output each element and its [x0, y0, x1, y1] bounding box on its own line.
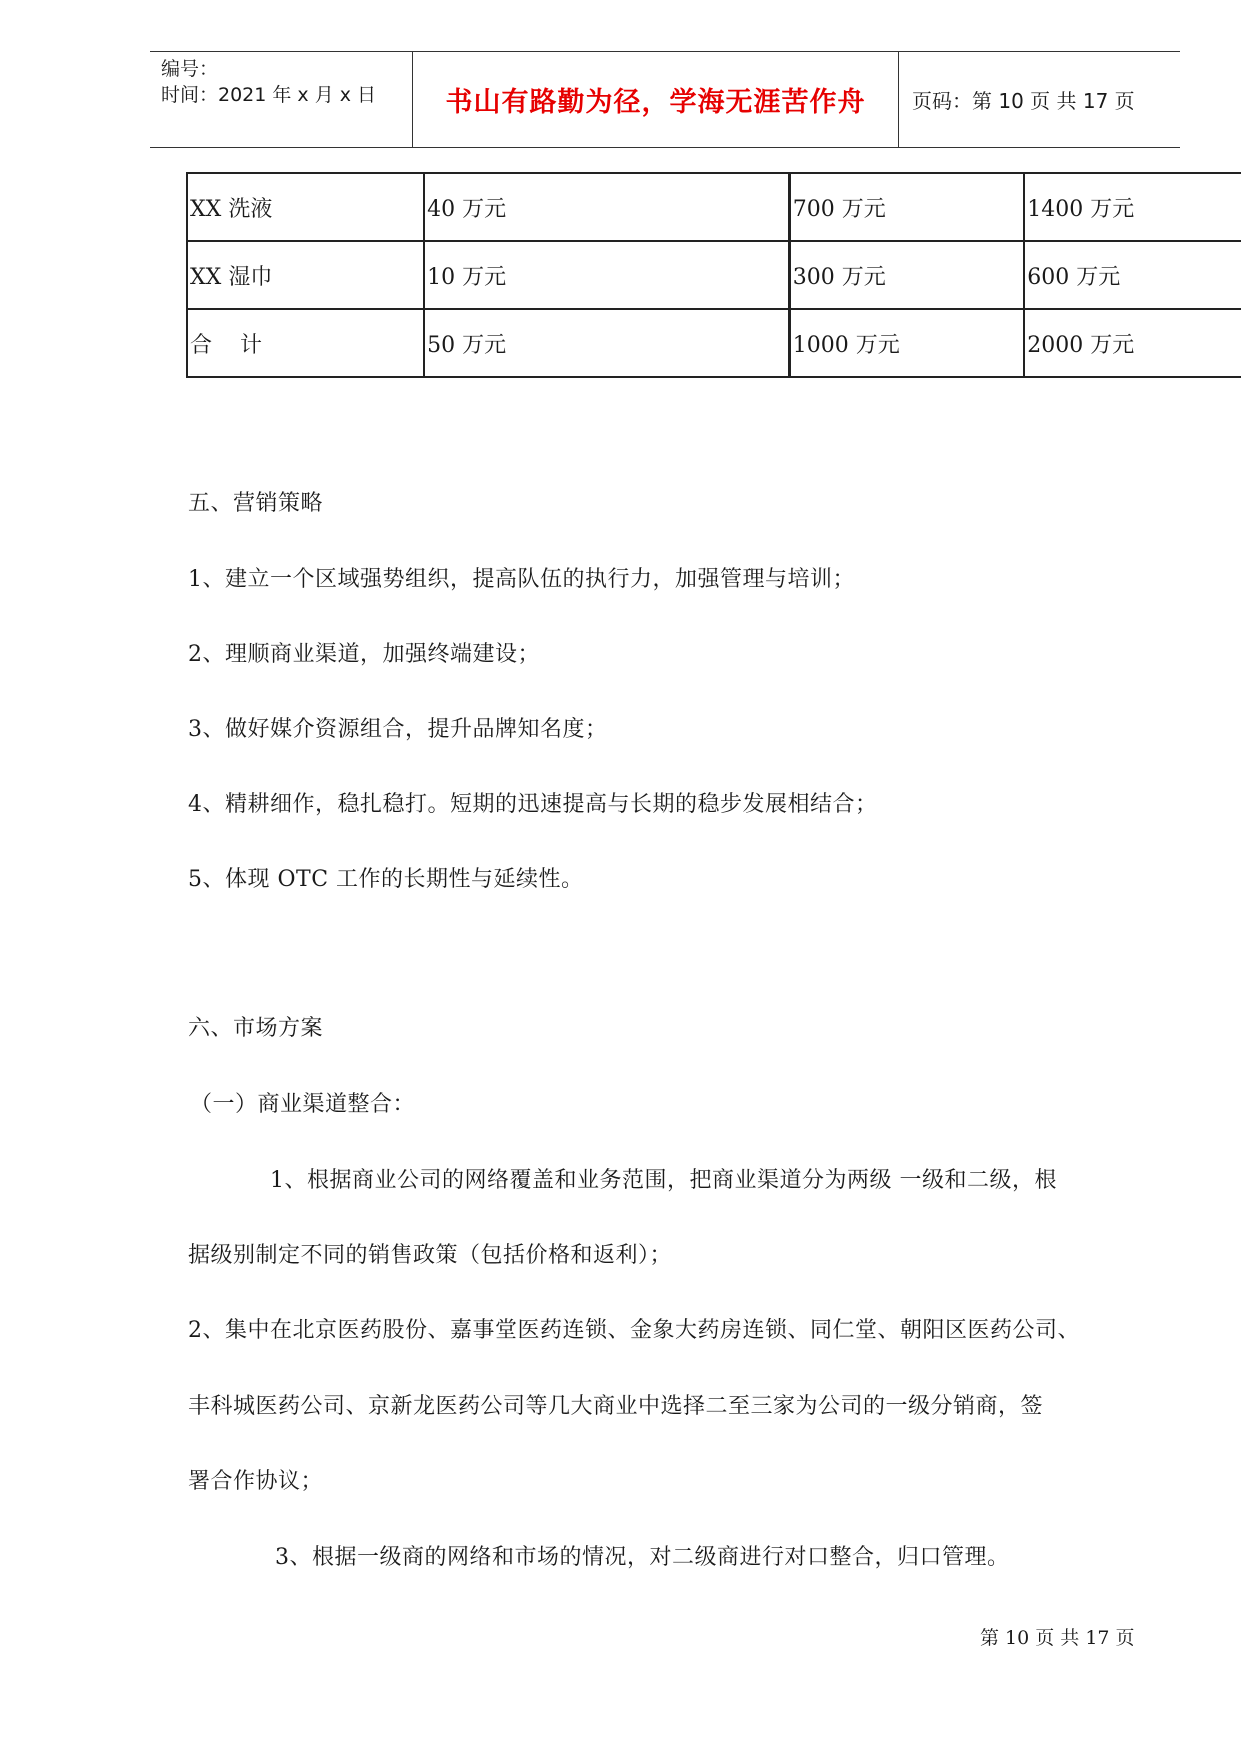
- paragraph-line: 3、根据一级商的网络和市场的情况，对二级商进行对口整合，归口管理。: [275, 1545, 1010, 1570]
- number-label: 编号：: [161, 58, 219, 80]
- table-cell: 合 计: [187, 309, 424, 377]
- table-cell: XX 湿巾: [187, 241, 424, 309]
- section-heading: 六、市场方案: [188, 1016, 324, 1041]
- table-cell: 40 万元: [424, 173, 789, 241]
- table-cell: 2000 万元: [1024, 309, 1241, 377]
- header-motto: 书山有路勤为径，学海无涯苦作舟: [445, 87, 866, 118]
- table-row: [187, 173, 1241, 241]
- page-footer: 第 10 页 共 17 页: [980, 1627, 1135, 1649]
- table-cell: 300 万元: [789, 241, 1024, 309]
- table-cell: XX 洗液: [187, 173, 424, 241]
- sales-table: [186, 172, 1241, 378]
- page-header: [150, 51, 1180, 148]
- table-cell: 700 万元: [789, 173, 1024, 241]
- paragraph-line: 1、根据商业公司的网络覆盖和业务范围，把商业渠道分为两级 一级和二级，根: [270, 1168, 1057, 1193]
- list-item: 4、精耕细作，稳扎稳打。短期的迅速提高与长期的稳步发展相结合；: [188, 792, 878, 817]
- table-row: [187, 309, 1241, 377]
- date-label: 时间：2021 年 x 月 x 日: [161, 84, 377, 106]
- table-row: [187, 241, 1241, 309]
- paragraph-line: 2、集中在北京医药股份、嘉事堂医药连锁、金象大药房连锁、同仁堂、朝阳区医药公司、: [188, 1318, 1081, 1343]
- list-item: 3、做好媒介资源组合，提升品牌知名度；: [188, 717, 608, 742]
- header-divider: [898, 52, 899, 147]
- table-cell: 50 万元: [424, 309, 789, 377]
- list-item: 5、体现 OTC 工作的长期性与延续性。: [188, 867, 584, 892]
- sub-heading: （一）商业渠道整合：: [190, 1092, 416, 1117]
- section-heading: 五、营销策略: [188, 491, 324, 516]
- table-cell: 10 万元: [424, 241, 789, 309]
- header-meta: [150, 52, 412, 147]
- header-page-label: 页码：第 10 页 共 17 页: [912, 89, 1135, 113]
- table-cell: 1000 万元: [789, 309, 1024, 377]
- paragraph-line: 丰科城医药公司、京新龙医药公司等几大商业中选择二至三家为公司的一级分销商，签: [188, 1394, 1044, 1419]
- paragraph-line: 署合作协议；: [188, 1469, 324, 1494]
- list-item: 2、理顺商业渠道，加强终端建设；: [188, 642, 540, 667]
- table-cell: 600 万元: [1024, 241, 1241, 309]
- paragraph-line: 据级别制定不同的销售政策（包括价格和返利）；: [188, 1243, 673, 1268]
- table-cell: 1400 万元: [1024, 173, 1241, 241]
- list-item: 1、建立一个区域强势组织，提高队伍的执行力，加强管理与培训；: [188, 567, 855, 592]
